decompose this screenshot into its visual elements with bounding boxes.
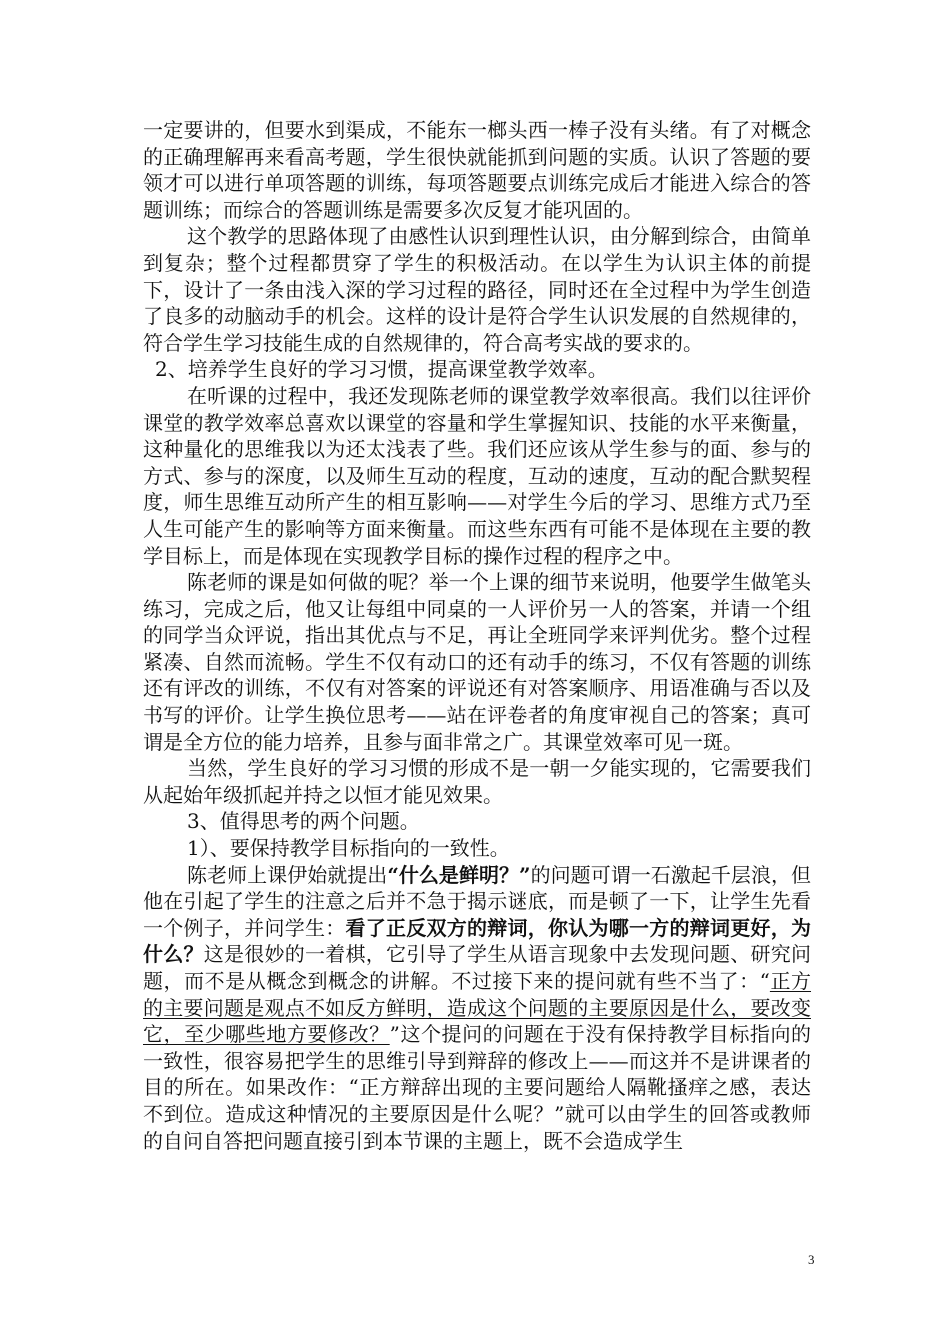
paragraph-6 (143, 862, 811, 1155)
paragraph-2: 这个教学的思路体现了由感性认识到理性认识，由分解到综合，由简单到复杂；整个过程都贯穿了学生的积极活动。在以学生为认识主体的前提下，设计了一条由浅入深的学习过程的路径，同时还在全过程中为学生创造了良多的动脑动手的机会。这样的设计是符合学生认识发展的自然规律的，符合学生学习技能生成的自然规律的，符合高考实战的要求的。 (143, 224, 811, 355)
page-number: 3 (808, 1252, 815, 1267)
paragraph-6-underlined-quote: 正方的主要问题是观点不如反方鲜明，造成这个问题的主要原因是什么，要改变它，至少哪些地方要修改？ (143, 969, 812, 1047)
paragraph-5: 当然，学生良好的学习习惯的形成不是一朝一夕能实现的，它需要我们从起始年级抓起并持之以恒才能见效果。 (143, 756, 811, 807)
paragraph-4: 陈老师的课是如何做的呢？举一个上课的细节来说明，他要学生做笔头练习，完成之后，他又让每组中同桌的一人评价另一人的答案，并请一个组的同学当众评说，指出其优点与不足，再让全班同学来评判优劣。整个过程紧凑、自然而流畅。学生不仅有动口的还有动手的练习，不仅有答题的训练还有评改的训练，不仅有对答案的评说还有对答案顺序、用语准确与否以及书写的评价。让学生换位思考——站在评卷者的角度审视自己的答案；真可谓是全方位的能力培养，且参与面非常之广。其课堂效率可见一斑。 (143, 570, 811, 754)
section-heading-3: 3、值得思考的两个问题。 (187, 809, 420, 834)
paragraph-1: 一定要讲的，但要水到渠成，不能东一榔头西一棒子没有头绪。有了对概念的正确理解再来看高考题，学生很快就能抓到问题的实质。认识了答题的要领才可以进行单项答题的训练，每项答题要点训练完成后才能进入综合的答题训练；而综合的答题训练是需要多次反复才能巩固的。 (143, 118, 811, 222)
paragraph-6-text-c: 的问题可谓一石激起千层浪，但他在引起了学生的注意之后并不急于揭示谜底，而是顿了一下，让学生先看一个例子，并问学生： (143, 862, 812, 940)
subsection-heading-3-1: 1）、要保持教学目标指向的一致性。 (187, 836, 510, 861)
section-heading-2: 2、培养学生良好的学习习惯，提高课堂教学效率。 (155, 357, 608, 382)
paragraph-3: 在听课的过程中，我还发现陈老师的课堂教学效率很高。我们以往评价课堂的教学效率总喜欢以课堂的容量和学生掌握知识、技能的水平来衡量，这种量化的思维我以为还太浅表了些。我们还应该从学生参与的面、参与的方式、参与的深度，以及师生互动的程度，互动的速度，互动的配合默契程度，师生思维互动所产生的相互影响——对学生今后的学习、思维方式乃至人生可能产生的影响等方面来衡量。而这些东西有可能不是体现在主要的教学目标上，而是体现在实现教学目标的操作过程的程序之中。 (143, 383, 811, 568)
paragraph-6-bold-question: “什么是鲜明？” (387, 862, 531, 887)
paragraph-6-text-g: ”这个提问的问题在于没有保持教学目标指向的一致性，很容易把学生的思维引导到辩辞的修改上——而这并不是讲课者的目的所在。如果改作：“正方辩辞出现的主要问题给人隔靴搔痒之感，表达不到位。造成这种情况的主要原因是什么呢？”就可以由学生的回答或教师的自问自答把问题直接引到本节课的主题上，既不会造成学生 (143, 1022, 811, 1153)
paragraph-6-text-e: 这是很妙的一着棋，它引导了学生从语言现象中去发现问题、研究问题，而不是从概念到概念的讲解。不过接下来的提问就有些不当了：“ (143, 942, 811, 993)
paragraph-6-bold-prompt: 看了正反双方的辩词，你认为哪一方的辩词更好，为什么？ (143, 915, 811, 967)
paragraph-6-text-a: 陈老师上课伊始就提出 (187, 862, 388, 887)
document-body (143, 117, 811, 1154)
